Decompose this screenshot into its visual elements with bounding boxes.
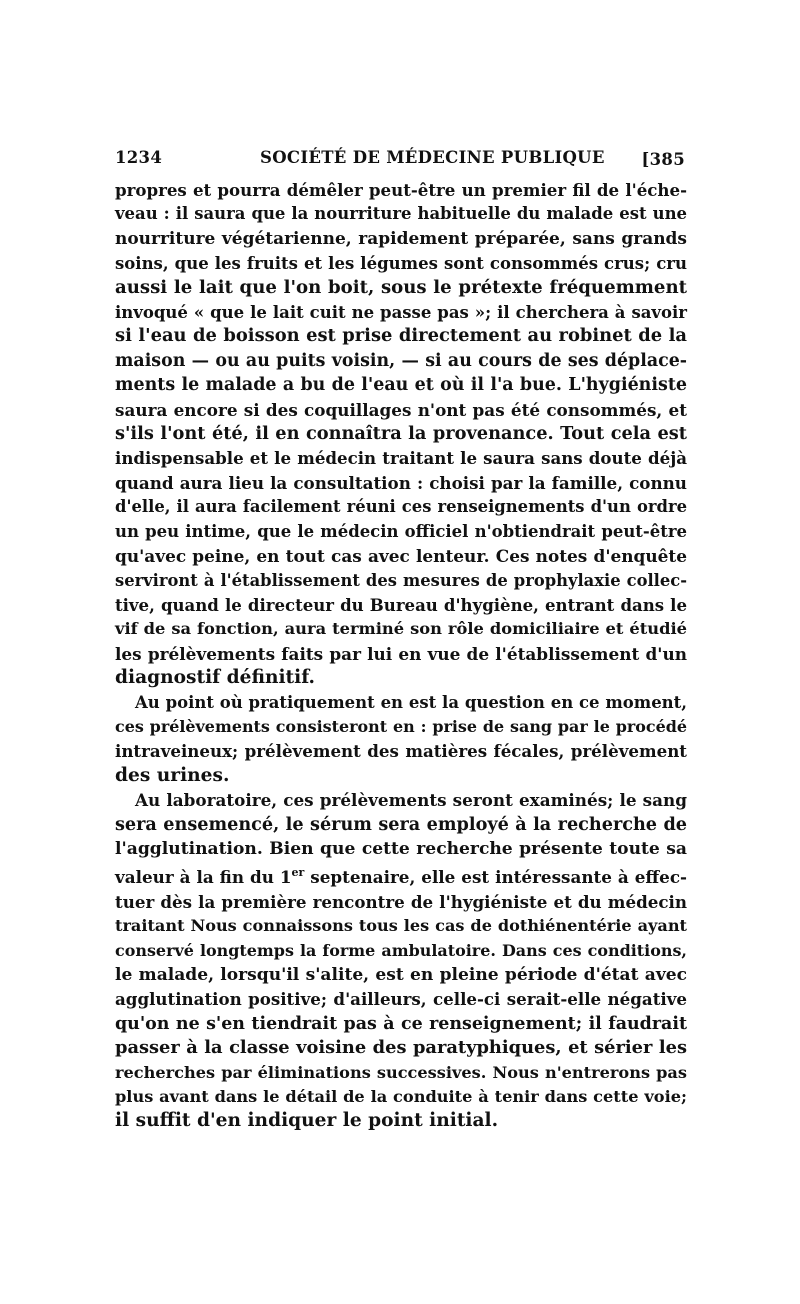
text-line: conservé longtemps la forme ambulatoire. Dans ces conditions, — [115, 940, 687, 960]
text-line: recherches par éliminations successives. Nous n'entrerons pas — [115, 1062, 687, 1082]
text-line: il suffit d'en indiquer le point initial. — [115, 1110, 499, 1132]
text-line: nourriture végétarienne, rapidement préparée, sans grands — [115, 228, 687, 249]
text-line: vif de sa fonction, aura terminé son rôle domiciliaire et étudié — [115, 619, 687, 639]
text-line: qu'on ne s'en tiendrait pas à ce renseignement; il faudrait — [115, 1013, 687, 1034]
paragraph-2 — [115, 691, 687, 789]
text-line: traitant Nous connaissons tous les cas de dothiénentérie ayant — [115, 916, 687, 936]
text-line: les prélèvements faits par lui en vue de l'établissement d'un — [115, 643, 687, 664]
text-fragment: valeur à la fin du 1 — [115, 867, 292, 888]
text-line: aussi le lait que l'on boit, sous le prétexte fréquemment — [115, 276, 687, 298]
text-line: indispensable et le médecin traitant le saura sans doute déjà — [115, 448, 687, 469]
text-line: des urines. — [115, 764, 230, 786]
text-line: le malade, lorsqu'il s'alite, est en pleine période d'état avec — [115, 965, 687, 985]
text-line: ces prélèvements consisteront en : prise de sang par le procédé — [115, 716, 687, 736]
text-line: serviront à l'établissement des mesures de prophylaxie collec- — [115, 570, 687, 590]
text-line: l'agglutination. Bien que cette recherche présente toute sa — [115, 838, 687, 859]
text-line: tuer dès la première rencontre de l'hygiéniste et du médecin — [115, 891, 687, 912]
text-line-with-ordinal — [115, 861, 687, 889]
paragraph-3 — [115, 788, 687, 1134]
text-line: tive, quand le directeur du Bureau d'hygiène, entrant dans le — [115, 594, 687, 615]
text-line: s'ils l'ont été, il en connaîtra la provenance. Tout cela est — [115, 423, 687, 445]
section-reference: [385 — [641, 150, 685, 169]
text-line: quand aura lieu la consultation : choisi par la famille, connu — [115, 472, 687, 493]
text-line: Au laboratoire, ces prélèvements seront examinés; le sang — [135, 790, 687, 811]
text-line: passer à la classe voisine des paratyphiques, et sérier les — [115, 1037, 687, 1059]
text-line: si l'eau de boisson est prise directement au robinet de la — [115, 325, 687, 347]
page-number: 1234 — [115, 148, 163, 167]
text-line: d'elle, il aura facilement réuni ces renseignements d'un ordre — [115, 497, 687, 517]
text-line: ments le malade a bu de l'eau et où il l'a bue. L'hygiéniste — [115, 375, 687, 396]
text-line: propres et pourra démêler peut-être un premier fil de l'éche- — [115, 180, 687, 200]
text-fragment: septenaire, elle est intéressante à effec- — [304, 867, 687, 888]
running-head — [115, 148, 685, 172]
body-text — [115, 178, 687, 1134]
paragraph-1 — [115, 178, 687, 691]
text-line: soins, que les fruits et les légumes sont consommés crus; cru — [115, 253, 687, 274]
text-line: veau : il saura que la nourriture habituelle du malade est une — [115, 204, 687, 224]
text-line: qu'avec peine, en tout cas avec lenteur. Ces notes d'enquête — [115, 546, 687, 567]
text-line: sera ensemencé, le sérum sera employé à la recherche de — [115, 813, 687, 835]
text-line: diagnostif définitif. — [115, 667, 316, 689]
text-line: intraveineux; prélèvement des matières fécales, prélèvement — [115, 741, 687, 762]
text-line: agglutination positive; d'ailleurs, celle-ci serait-elle négative — [115, 989, 687, 1010]
text-line: Au point où pratiquement en est la question en ce moment, — [135, 692, 687, 712]
text-line: plus avant dans le détail de la conduite à tenir dans cette voie; — [115, 1087, 687, 1107]
text-line: maison — ou au puits voisin, — si au cours de ses déplace- — [115, 350, 687, 371]
running-title: SOCIÉTÉ DE MÉDECINE PUBLIQUE — [260, 148, 605, 167]
text-line: invoqué « que le lait cuit ne passe pas »; il cherchera à savoir — [115, 302, 687, 323]
text-line: un peu intime, que le médecin officiel n'obtiendrait peut-être — [115, 521, 687, 541]
text-line: saura encore si des coquillages n'ont pas été consommés, et — [115, 399, 687, 420]
ordinal-superscript: er — [291, 866, 305, 880]
